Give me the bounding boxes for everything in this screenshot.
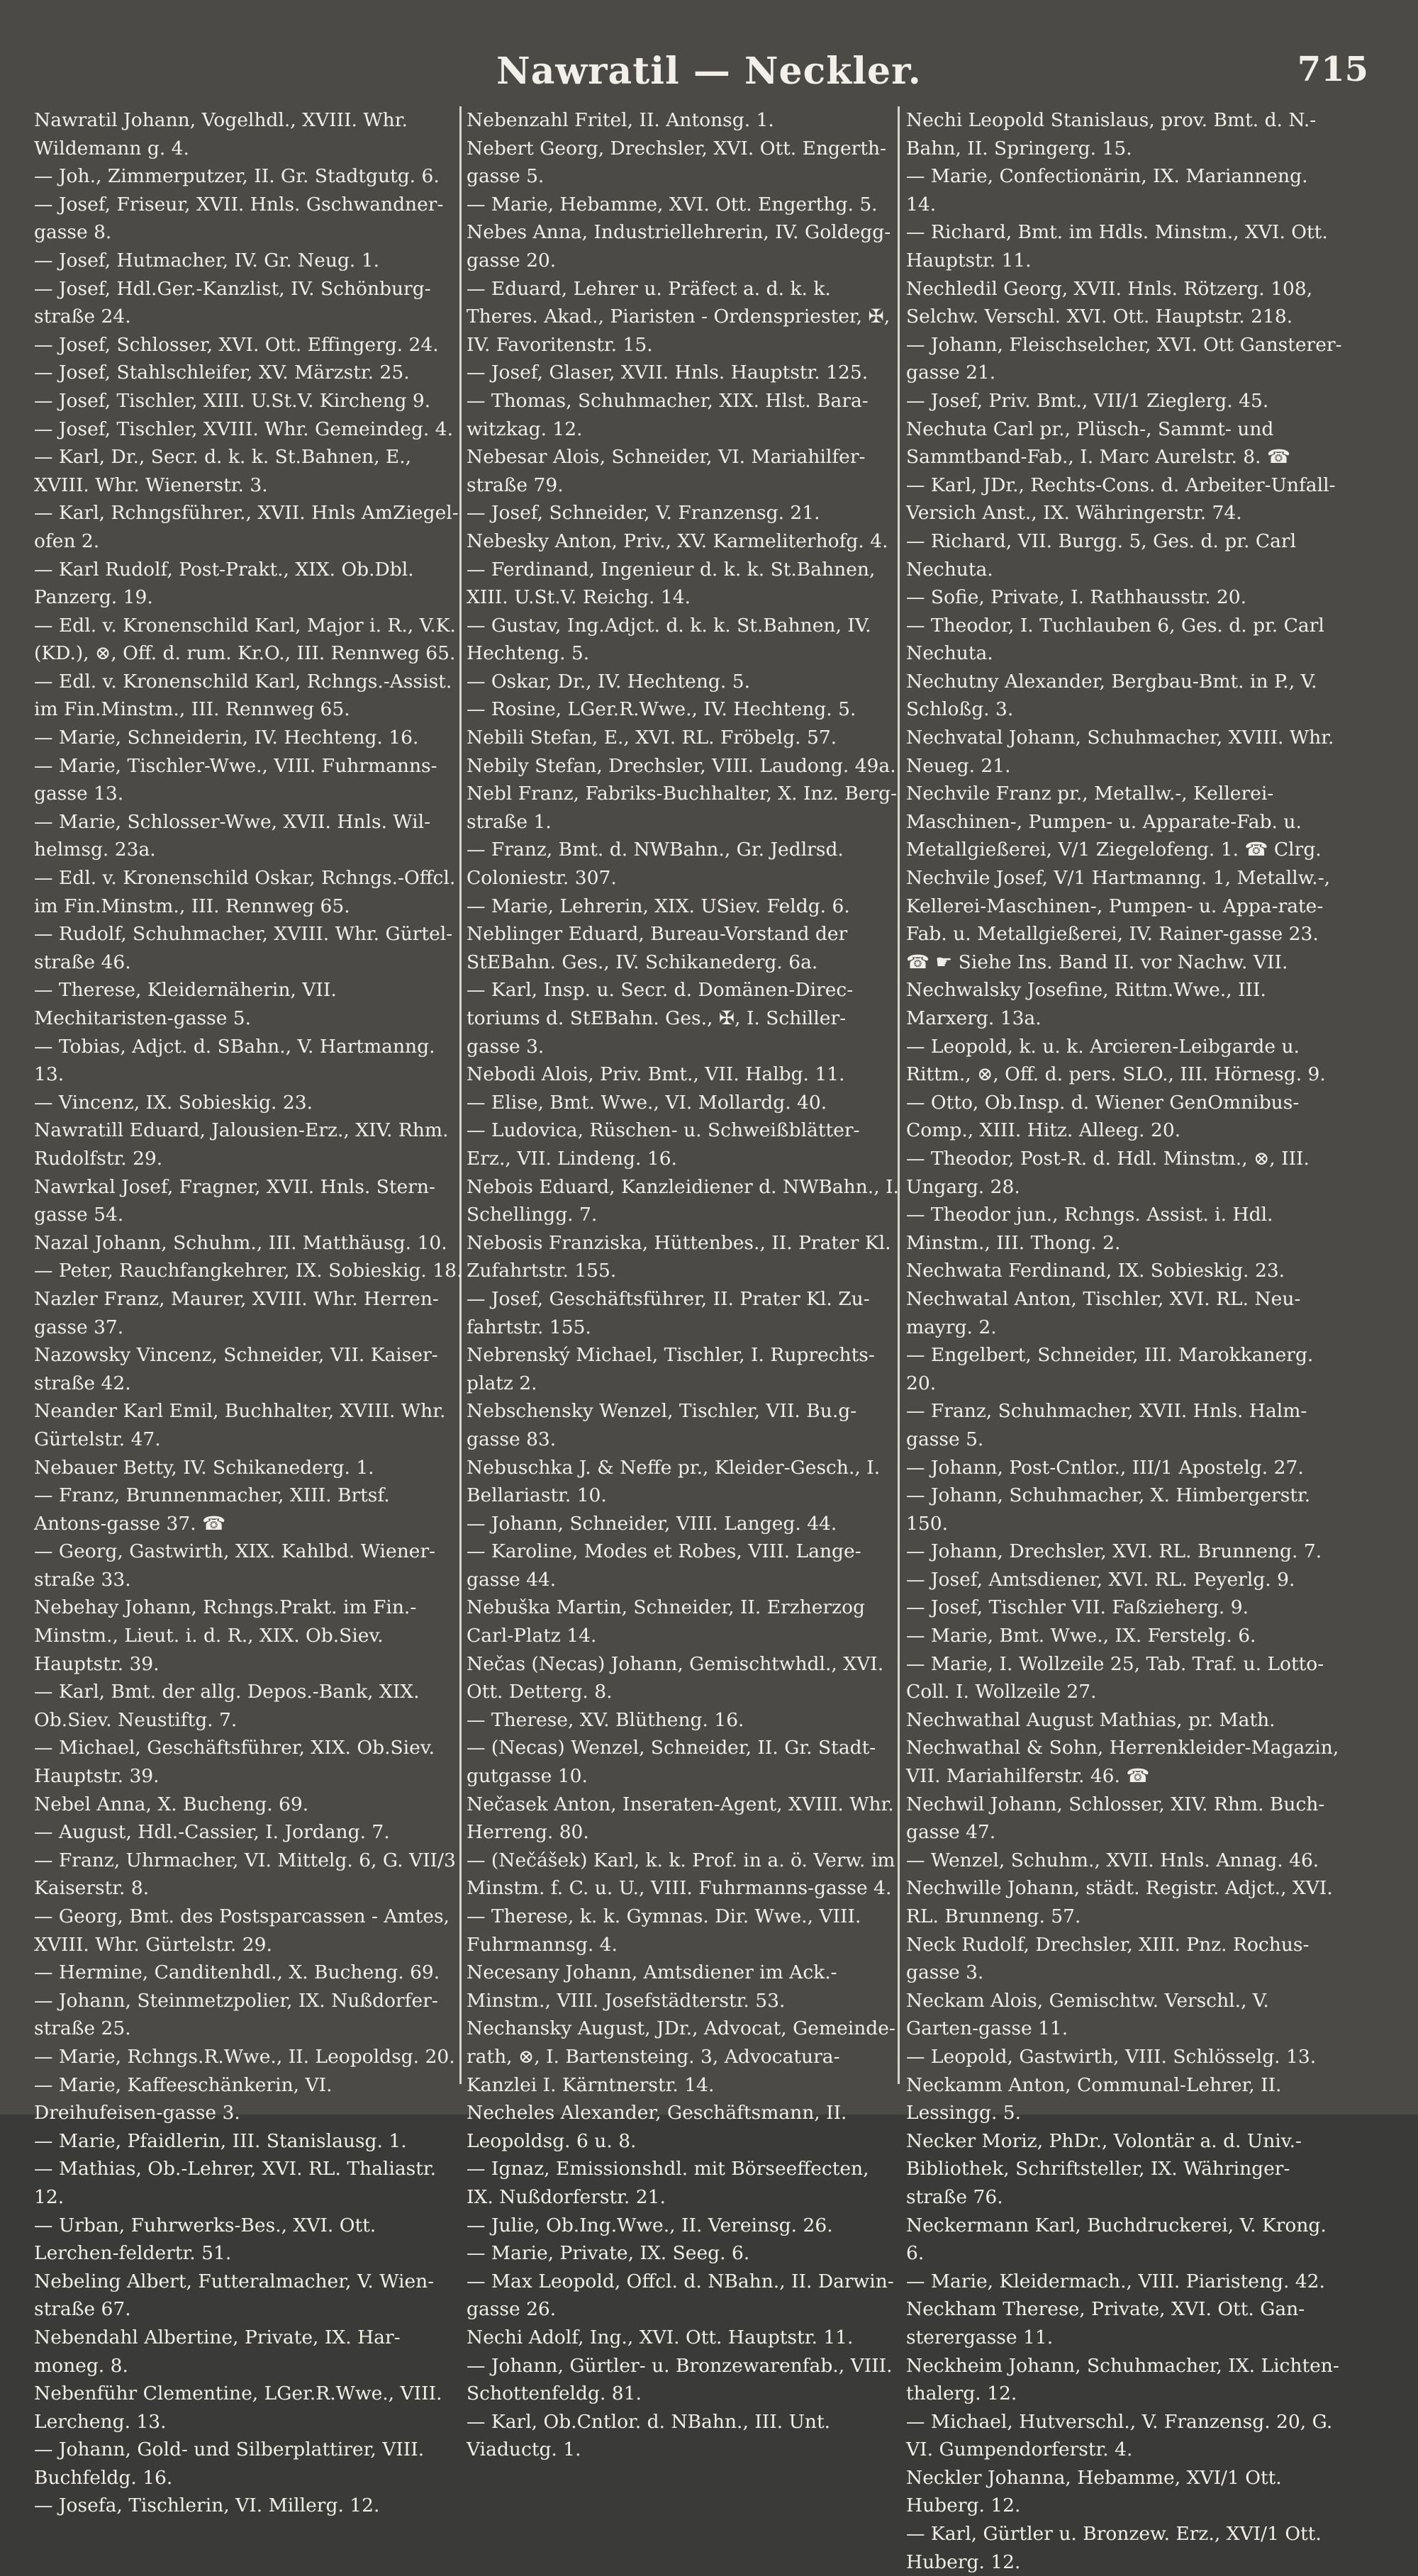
directory-entry: Nebeling Albert, Futteralmacher, V. Wien-straße 67. — [34, 2270, 435, 2321]
directory-entry: — Marie, I. Wollzeile 25, Tab. Traf. u. Lotto-Coll. I. Wollzeile 27. — [906, 1652, 1324, 1703]
directory-entry: Neblinger Eduard, Bureau-Vorstand der StEBahn. Ges., IV. Schikanederg. 6a. — [467, 923, 848, 973]
directory-entry: — Johann, Fleischselcher, XVI. Ott Gansterer-gasse 21. — [906, 333, 1342, 384]
directory-entry: — Josef, Priv. Bmt., VII/1 Zieglerg. 45. — [906, 389, 1269, 412]
directory-entry: — Josef, Geschäftsführer, II. Prater Kl. Zu-fahrtstr. 155. — [467, 1287, 870, 1338]
directory-entry: — (Nečášek) Karl, k. k. Prof. in a. ö. Verw. im Minstm. f. C. u. U., VIII. Fuhrmanns-gasse 4. — [467, 1849, 895, 1900]
directory-entry: — Vincenz, IX. Sobieskig. 23. — [34, 1091, 313, 1114]
directory-entry: Nechledil Georg, XVII. Hnls. Rötzerg. 108, Selchw. Verschl. XVI. Ott. Hauptstr. 218. — [906, 277, 1313, 328]
directory-entry: Neckam Alois, Gemischtw. Verschl., V. Garten-gasse 11. — [906, 1989, 1269, 2040]
directory-entry: Nebesky Anton, Priv., XV. Karmeliterhofg. 4. — [467, 530, 888, 552]
directory-entry: — Richard, Bmt. im Hdls. Minstm., XVI. Ott. Hauptstr. 11. — [906, 221, 1328, 271]
directory-entry: — Marie, Private, IX. Seeg. 6. — [467, 2242, 750, 2265]
directory-entry: — Tobias, Adjct. d. SBahn., V. Hartmanng. 13. — [34, 1035, 435, 1086]
directory-entry: — Ferdinand, Ingenieur d. k. k. St.Bahnen, XIII. U.St.V. Reichg. 14. — [467, 558, 876, 609]
directory-entry: Necheles Alexander, Geschäftsmann, II. Leopoldsg. 6 u. 8. — [467, 2102, 847, 2152]
directory-entry: Nechutny Alexander, Bergbau-Bmt. in P., V. Schloßg. 3. — [906, 670, 1317, 721]
directory-entry: — Josef, Tischler, XIII. U.St.V. Kircheng 9. — [34, 389, 431, 412]
directory-entry: Nebosis Franziska, Hüttenbes., II. Prater Kl. Zufahrtstr. 155. — [467, 1231, 891, 1282]
directory-entry: — Marie, Tischler-Wwe., VIII. Fuhrmanns-gasse 13. — [34, 754, 437, 805]
directory-entry: — Georg, Gastwirth, XIX. Kahlbd. Wiener-straße 33. — [34, 1540, 436, 1591]
directory-entry: — Franz, Schuhmacher, XVII. Hnls. Halm-gasse 5. — [906, 1400, 1307, 1450]
directory-entry: — Franz, Bmt. d. NWBahn., Gr. Jedlrsd. Coloniestr. 307. — [467, 839, 844, 890]
directory-entry: — Edl. v. Kronenschild Oskar, Rchngs.-Offcl. im Fin.Minstm., III. Rennweg 65. — [34, 867, 456, 917]
directory-entry: — Gustav, Ing.Adjct. d. k. k. St.Bahnen, IV. Hechteng. 5. — [467, 614, 871, 665]
directory-entry: Nechvile Josef, V/1 Hartmanng. 1, Metallw.-, Kellerei-Maschinen-, Pumpen- u. Appa-rate-Fab. u. Metallgießerei, IV. Rainer-gasse 23. ☎ ☛ Siehe Ins. Band II. vor Nachw. VII. — [906, 867, 1331, 973]
directory-entry: — Theodor, I. Tuchlauben 6, Ges. d. pr. Carl Nechuta. — [906, 614, 1324, 665]
directory-entry: Neander Karl Emil, Buchhalter, XVIII. Whr. Gürtelstr. 47. — [34, 1400, 446, 1450]
directory-entry: Neckermann Karl, Buchdruckerei, V. Krong. 6. — [906, 2214, 1327, 2265]
directory-entry: — Marie, Rchngs.R.Wwe., II. Leopoldsg. 20. — [34, 2045, 455, 2068]
directory-entry: — Elise, Bmt. Wwe., VI. Mollardg. 40. — [467, 1091, 827, 1114]
directory-entry: — Therese, Kleidernäherin, VII. Mechitaristen-gasse 5. — [34, 979, 337, 1029]
directory-entry: Nebel Anna, X. Bucheng. 69. — [34, 1793, 309, 1815]
directory-entry: Nechansky August, JDr., Advocat, Gemeinde-rath, ⊗, I. Bartensteing. 3, Advocatura-Kanzlei I. Kärntnerstr. 14. — [467, 2017, 895, 2096]
directory-entry: — Karl, JDr., Rechts-Cons. d. Arbeiter-Unfall-Versich Anst., IX. Währingerstr. 74. — [906, 474, 1336, 525]
directory-entry: — Georg, Bmt. des Postsparcassen - Amtes, XVIII. Whr. Gürtelstr. 29. — [34, 1905, 450, 1956]
directory-entry: — Michael, Hutverschl., V. Franzensg. 20, G. VI. Gumpendorferstr. 4. — [906, 2410, 1333, 2461]
directory-entry: Nebert Georg, Drechsler, XVI. Ott. Engerth-gasse 5. — [467, 137, 886, 188]
directory-entry: — Marie, Hebamme, XVI. Ott. Engerthg. 5. — [467, 193, 878, 215]
directory-entry: — Rudolf, Schuhmacher, XVIII. Whr. Gürtel-straße 46. — [34, 923, 453, 973]
directory-entry: Nebenzahl Fritel, II. Antonsg. 1. — [467, 109, 774, 131]
directory-entry: Nazowsky Vincenz, Schneider, VII. Kaiser-straße 42. — [34, 1344, 438, 1394]
directory-entry: — Hermine, Canditenhdl., X. Bucheng. 69. — [34, 1961, 440, 1984]
directory-entry: Nebehay Johann, Rchngs.Prakt. im Fin.-Minstm., Lieut. i. d. R., XIX. Ob.Siev. Hauptstr. 39. — [34, 1596, 417, 1675]
directory-entry: — Leopold, Gastwirth, VIII. Schlösselg. 13. — [906, 2045, 1317, 2068]
directory-entry: Nazler Franz, Maurer, XVIII. Whr. Herren-gasse 37. — [34, 1287, 439, 1338]
directory-entry: — Wenzel, Schuhm., XVII. Hnls. Annag. 46. — [906, 1849, 1319, 1871]
directory-entry: Neckler Johanna, Hebamme, XVI/1 Ott. Huberg. 12. — [906, 2466, 1282, 2517]
directory-entry: Nebois Eduard, Kanzleidiener d. NWBahn., I. Schellingg. 7. — [467, 1175, 899, 1226]
directory-entry: Nebodi Alois, Priv. Bmt., VII. Halbg. 11. — [467, 1063, 845, 1086]
directory-entry: Nečas (Necas) Johann, Gemischtwhdl., XVI. Ott. Detterg. 8. — [467, 1652, 884, 1703]
directory-entry: Necker Moriz, PhDr., Volontär a. d. Univ.-Bibliothek, Schriftsteller, IX. Währinger-straße 76. — [906, 2129, 1302, 2208]
directory-entry: — Thomas, Schuhmacher, XIX. Hlst. Bara-witzkag. 12. — [467, 389, 869, 440]
directory-entry: — Josefa, Tischlerin, VI. Millerg. 12. — [34, 2494, 380, 2517]
directory-entry: — Julie, Ob.Ing.Wwe., II. Vereinsg. 26. — [467, 2214, 833, 2236]
directory-entry: Nechi Adolf, Ing., XVI. Ott. Hauptstr. 11. — [467, 2326, 854, 2348]
directory-entry: Nebschensky Wenzel, Tischler, VII. Bu.g-gasse 83. — [467, 1400, 857, 1450]
directory-entry: Nebrenský Michael, Tischler, I. Ruprechts-platz 2. — [467, 1344, 875, 1394]
directory-column-middle — [467, 106, 899, 2461]
directory-entry: — Josef, Hutmacher, IV. Gr. Neug. 1. — [34, 249, 380, 271]
page-number: 715 — [1297, 50, 1368, 89]
directory-entry: — Josef, Glaser, XVII. Hnls. Hauptstr. 125. — [467, 362, 869, 384]
directory-entry: Nebes Anna, Industriellehrerin, IV. Goldegg-gasse 20. — [467, 221, 891, 271]
directory-entry: — Josef, Stahlschleifer, XV. Märzstr. 25. — [34, 362, 410, 384]
directory-entry: — Johann, Schneider, VIII. Langeg. 44. — [467, 1512, 837, 1535]
directory-entry: — Oskar, Dr., IV. Hechteng. 5. — [467, 670, 750, 693]
directory-entry: — Karl, Gürtler u. Bronzew. Erz., XVI/1 Ott. Huberg. 12. — [906, 2523, 1322, 2573]
directory-column-right — [906, 106, 1342, 2573]
directory-entry: — Karl, Ob.Cntlor. d. NBahn., III. Unt. Viaductg. 1. — [467, 2410, 831, 2461]
directory-entry: — Peter, Rauchfangkehrer, IX. Sobieskig. 18. — [34, 1260, 463, 1282]
directory-entry: — (Necas) Wenzel, Schneider, II. Gr. Stadt-gutgasse 10. — [467, 1737, 876, 1788]
directory-entry: — Johann, Drechsler, XVI. RL. Brunneng. 7. — [906, 1540, 1322, 1563]
directory-entry: Nechvile Franz pr., Metallw.-, Kellerei-Maschinen-, Pumpen- u. Apparate-Fab. u. Metallgießerei, V/1 Ziegelofeng. 1. ☎ Clrg. — [906, 783, 1322, 861]
directory-column-left — [34, 106, 467, 2517]
directory-entry: Nawratil Johann, Vogelhdl., XVIII. Whr. Wildemann g. 4. — [34, 109, 408, 159]
directory-entry: Nebendahl Albertine, Private, IX. Har-moneg. 8. — [34, 2326, 401, 2377]
directory-entry: — Johann, Steinmetzpolier, IX. Nußdorfer-straße 25. — [34, 1989, 438, 2040]
directory-entry: — Josef, Schlosser, XVI. Ott. Effingerg. 24. — [34, 333, 439, 356]
directory-entry: — Karl, Dr., Secr. d. k. k. St.Bahnen, E., XVIII. Whr. Wienerstr. 3. — [34, 446, 412, 496]
directory-entry: — Marie, Schlosser-Wwe, XVII. Hnls. Wil-helmsg. 23a. — [34, 810, 431, 861]
directory-entry: Neckamm Anton, Communal-Lehrer, II. Lessingg. 5. — [906, 2073, 1282, 2124]
directory-entry: — Marie, Lehrerin, XIX. USiev. Feldg. 6. — [467, 895, 850, 917]
directory-entry: Nechi Leopold Stanislaus, prov. Bmt. d. N.-Bahn, II. Springerg. 15. — [906, 109, 1317, 159]
directory-entry: — Theodor jun., Rchngs. Assist. i. Hdl. Minstm., III. Thong. 2. — [906, 1204, 1273, 1254]
directory-entry: — Therese, k. k. Gymnas. Dir. Wwe., VIII. Fuhrmannsg. 4. — [467, 1905, 861, 1956]
directory-entry: — Michael, Geschäftsführer, XIX. Ob.Siev. Hauptstr. 39. — [34, 1737, 435, 1788]
directory-entry: Nebuška Martin, Schneider, II. Erzherzog Carl-Platz 14. — [467, 1596, 866, 1647]
directory-entry: — Johann, Schuhmacher, X. Himbergerstr. 150. — [906, 1484, 1311, 1535]
directory-entry: — Marie, Kleidermach., VIII. Piaristeng. 42. — [906, 2270, 1325, 2292]
directory-entry: Nechuta Carl pr., Plüsch-, Sammt- und Sammtband-Fab., I. Marc Aurelstr. 8. ☎ — [906, 418, 1291, 469]
directory-entry: Nečasek Anton, Inseraten-Agent, XVIII. Whr. Herreng. 80. — [467, 1793, 894, 1844]
directory-entry: — Karl, Rchngsführer., XVII. Hnls AmZiegel-ofen 2. — [34, 502, 459, 552]
directory-entry: — Johann, Post-Cntlor., III/1 Apostelg. 27. — [906, 1456, 1304, 1479]
directory-entry: — Karl, Insp. u. Secr. d. Domänen-Direc-toriums d. StEBahn. Ges., ✠, I. Schiller-gasse 3. — [467, 979, 854, 1058]
directory-entry: — Josef, Tischler VII. Faßzieherg. 9. — [906, 1596, 1249, 1619]
directory-entry: — Marie, Schneiderin, IV. Hechteng. 16. — [34, 727, 419, 749]
directory-entry: — Karoline, Modes et Robes, VIII. Lange-gasse 44. — [467, 1540, 861, 1591]
directory-entry: — Ludovica, Rüschen- u. Schweißblätter-Erz., VII. Lindeng. 16. — [467, 1119, 860, 1170]
directory-entry: Nebesar Alois, Schneider, VI. Mariahilfer-straße 79. — [467, 446, 866, 496]
directory-entry: — Josef, Friseur, XVII. Hnls. Gschwandner-gasse 8. — [34, 193, 444, 244]
directory-entry: — Theodor, Post-R. d. Hdl. Minstm., ⊗, III. Ungarg. 28. — [906, 1147, 1310, 1198]
directory-entry: — Leopold, k. u. k. Arcieren-Leibgarde u. Rittm., ⊗, Off. d. pers. SLO., III. Hörnesg. 9. — [906, 1035, 1326, 1086]
directory-entry: Nawrkal Josef, Fragner, XVII. Hnls. Stern-gasse 54. — [34, 1175, 435, 1226]
directory-entry: — Joh., Zimmerputzer, II. Gr. Stadtgutg. 6. — [34, 165, 440, 188]
directory-entry: — Ignaz, Emissionshdl. mit Börseeffecten, IX. Nußdorferstr. 21. — [467, 2158, 869, 2208]
directory-entry: — Franz, Brunnenmacher, XIII. Brtsf. Antons-gasse 37. ☎ — [34, 1484, 390, 1535]
directory-entry: Necesany Johann, Amtsdiener im Ack.-Minstm., VIII. Josefstädterstr. 53. — [467, 1961, 837, 2012]
directory-entry: Nawratill Eduard, Jalousien-Erz., XIV. Rhm. Rudolfstr. 29. — [34, 1119, 449, 1170]
directory-entry: Nazal Johann, Schuhm., III. Matthäusg. 10. — [34, 1231, 447, 1254]
directory-entry: — Sofie, Private, I. Rathhausstr. 20. — [906, 586, 1247, 609]
directory-entry: — Rosine, LGer.R.Wwe., IV. Hechteng. 5. — [467, 698, 856, 721]
directory-entry: Nebauer Betty, IV. Schikanederg. 1. — [34, 1456, 374, 1479]
directory-entry: Nebili Stefan, E., XVI. RL. Fröbelg. 57. — [467, 727, 837, 749]
directory-entry: — Josef, Hdl.Ger.-Kanzlist, IV. Schönburg-straße 24. — [34, 277, 431, 328]
directory-entry: — Franz, Uhrmacher, VI. Mittelg. 6, G. VII/3 Kaiserstr. 8. — [34, 1849, 456, 1900]
page-header — [0, 50, 1418, 106]
directory-entry: — Josef, Tischler, XVIII. Whr. Gemeindeg. 4. — [34, 418, 454, 440]
directory-entry: — Edl. v. Kronenschild Karl, Rchngs.-Assist. im Fin.Minstm., III. Rennweg 65. — [34, 670, 452, 721]
directory-entry: — Urban, Fuhrwerks-Bes., XVI. Ott. Lerchen-feldertr. 51. — [34, 2214, 376, 2265]
directory-entry: — Richard, VII. Burgg. 5, Ges. d. pr. Carl Nechuta. — [906, 530, 1297, 581]
directory-entry: Nechwille Johann, städt. Registr. Adjct., XVI. RL. Brunneng. 57. — [906, 1877, 1333, 1927]
directory-entry: Nebuschka J. & Neffe pr., Kleider-Gesch., I. Bellariastr. 10. — [467, 1456, 881, 1507]
directory-entry: — Mathias, Ob.-Lehrer, XVI. RL. Thaliastr. 12. — [34, 2158, 437, 2208]
directory-entry: — Johann, Gürtler- u. Bronzewarenfab., VIII. Schottenfeldg. 81. — [467, 2354, 893, 2405]
directory-entry: — Karl, Bmt. der allg. Depos.-Bank, XIX. Ob.Siev. Neustiftg. 7. — [34, 1681, 420, 1731]
directory-entry: — Edl. v. Kronenschild Karl, Major i. R., V.K. (KD.), ⊗, Off. d. rum. Kr.O., III. Rennweg 65. — [34, 614, 456, 665]
running-title: Nawratil — Neckler. — [496, 50, 922, 93]
directory-entry: — Karl Rudolf, Post-Prakt., XIX. Ob.Dbl. Panzerg. 19. — [34, 558, 414, 609]
directory-entry: Nechwatal Anton, Tischler, XVI. RL. Neu-mayrg. 2. — [906, 1287, 1301, 1338]
directory-entry: — Engelbert, Schneider, III. Marokkanerg. 20. — [906, 1344, 1314, 1394]
directory-entry: Nebl Franz, Fabriks-Buchhalter, X. Inz. Berg-straße 1. — [467, 783, 898, 833]
directory-entry: — Otto, Ob.Insp. d. Wiener GenOmnibus-Comp., XIII. Hitz. Alleeg. 20. — [906, 1091, 1300, 1142]
directory-entry: Nebenführ Clementine, LGer.R.Wwe., VIII. Lercheng. 13. — [34, 2382, 442, 2433]
directory-entry: — Therese, XV. Blütheng. 16. — [467, 1708, 744, 1731]
directory-entry: Nechwil Johann, Schlosser, XIV. Rhm. Buch-gasse 47. — [906, 1793, 1325, 1844]
directory-entry: — Josef, Amtsdiener, XVI. RL. Peyerlg. 9. — [906, 1568, 1295, 1591]
directory-entry: Nechvatal Johann, Schuhmacher, XVIII. Whr. Neueg. 21. — [906, 727, 1334, 777]
directory-entry: — Marie, Kaffeeschänkerin, VI. Dreihufeisen-gasse 3. — [34, 2073, 333, 2124]
directory-entry: — Marie, Confectionärin, IX. Marianneng. 14. — [906, 165, 1308, 215]
directory-entry: Neck Rudolf, Drechsler, XIII. Pnz. Rochus-gasse 3. — [906, 1933, 1310, 1984]
directory-entry: — Marie, Bmt. Wwe., IX. Ferstelg. 6. — [906, 1625, 1256, 1647]
directory-entry: — Marie, Pfaidlerin, III. Stanislausg. 1. — [34, 2129, 407, 2152]
directory-entry: Nechwathal August Mathias, pr. Math. Nechwathal & Sohn, Herrenkleider-Magazin, VII. Mariahilferstr. 46. ☎ — [906, 1708, 1339, 1788]
directory-entry: Nechwalsky Josefine, Rittm.Wwe., III. Marxerg. 13a. — [906, 979, 1266, 1029]
directory-entry: Neckham Therese, Private, XVI. Ott. Gan-sterergasse 11. — [906, 2298, 1305, 2348]
directory-entry: — Max Leopold, Offcl. d. NBahn., II. Darwin-gasse 26. — [467, 2270, 894, 2321]
directory-entry: — Eduard, Lehrer u. Präfect a. d. k. k. Theres. Akad., Piaristen - Ordenspriester, ✠, IV. Favoritenstr. 15. — [467, 277, 891, 356]
directory-entry: — Josef, Schneider, V. Franzensg. 21. — [467, 502, 820, 525]
directory-entry: Nechwata Ferdinand, IX. Sobieskig. 23. — [906, 1260, 1285, 1282]
directory-entry: — August, Hdl.-Cassier, I. Jordang. 7. — [34, 1821, 390, 1844]
directory-entry: Neckheim Johann, Schuhmacher, IX. Lichten-thalerg. 12. — [906, 2354, 1339, 2405]
directory-entry: Nebily Stefan, Drechsler, VIII. Laudong. 49a. — [467, 754, 896, 777]
directory-entry: — Johann, Gold- und Silberplattirer, VIII. Buchfeldg. 16. — [34, 2438, 425, 2489]
